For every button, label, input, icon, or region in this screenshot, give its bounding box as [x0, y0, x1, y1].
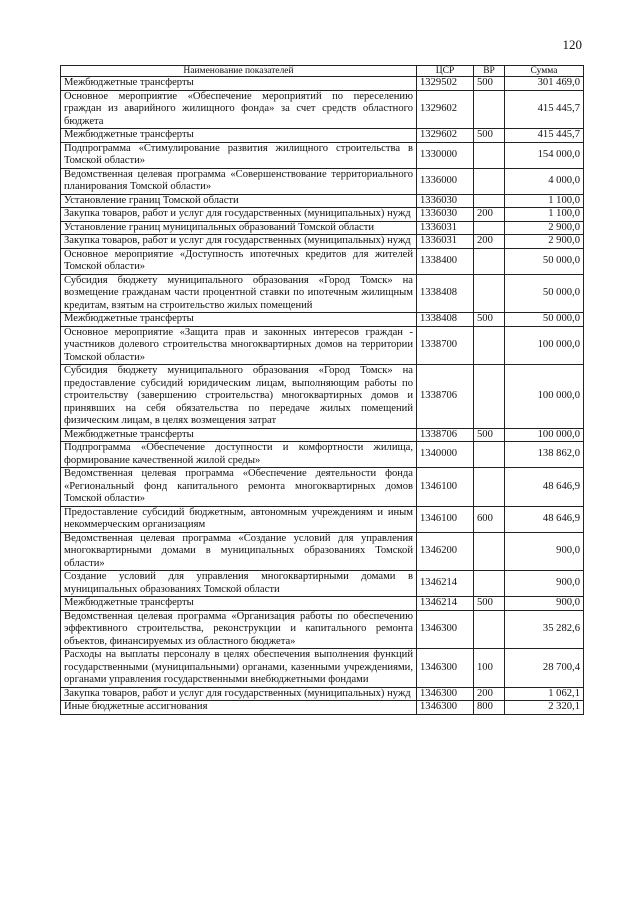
row-vr	[474, 326, 505, 365]
row-vr	[474, 468, 505, 507]
row-sum: 415 445,7	[505, 90, 584, 129]
row-name: Ведомственная целевая программа «Обеспечение деятельности фонда «Региональный фонд капитального ремонта многоквартирных домов Томской области»	[61, 468, 417, 507]
row-sum: 301 469,0	[505, 77, 584, 91]
table-row	[61, 221, 584, 235]
row-sum: 1 100,0	[505, 208, 584, 222]
row-vr	[474, 365, 505, 429]
budget-table	[60, 65, 584, 715]
page-number: 120	[562, 37, 582, 52]
row-csr: 1336030	[417, 194, 474, 208]
row-vr: 100	[474, 649, 505, 688]
row-name: Закупка товаров, работ и услуг для государственных (муниципальных) нужд	[61, 208, 417, 222]
row-csr: 1346214	[417, 597, 474, 611]
row-name: Подпрограмма «Стимулирование развития жилищного строительства в Томской области»	[61, 142, 417, 168]
table-row	[61, 274, 584, 313]
row-csr: 1336000	[417, 168, 474, 194]
header-csr: ЦСР	[417, 66, 474, 77]
row-sum: 100 000,0	[505, 428, 584, 442]
row-name: Ведомственная целевая программа «Создание условий для управления многоквартирными домами в муниципальных образованиях Томской области»	[61, 532, 417, 571]
row-name: Установление границ муниципальных образований Томской области	[61, 221, 417, 235]
row-name: Закупка товаров, работ и услуг для государственных (муниципальных) нужд	[61, 687, 417, 701]
table-row	[61, 129, 584, 143]
row-sum: 900,0	[505, 597, 584, 611]
row-sum: 35 282,6	[505, 610, 584, 649]
row-name: Межбюджетные трансферты	[61, 313, 417, 327]
header-sum: Сумма	[505, 66, 584, 77]
row-vr	[474, 571, 505, 597]
row-vr	[474, 274, 505, 313]
table-row	[61, 168, 584, 194]
row-csr: 1346300	[417, 687, 474, 701]
table-row	[61, 506, 584, 532]
row-name: Межбюджетные трансферты	[61, 428, 417, 442]
row-csr: 1340000	[417, 442, 474, 468]
table-row	[61, 248, 584, 274]
row-vr	[474, 168, 505, 194]
row-sum: 154 000,0	[505, 142, 584, 168]
row-sum: 900,0	[505, 532, 584, 571]
row-csr: 1338408	[417, 313, 474, 327]
row-vr: 200	[474, 687, 505, 701]
table-row	[61, 701, 584, 715]
row-csr: 1338706	[417, 428, 474, 442]
row-csr: 1346300	[417, 701, 474, 715]
row-vr	[474, 248, 505, 274]
row-name: Ведомственная целевая программа «Совершенствование территориального планирования Томской области»	[61, 168, 417, 194]
table-row	[61, 597, 584, 611]
row-vr: 200	[474, 208, 505, 222]
row-sum: 2 900,0	[505, 221, 584, 235]
row-csr: 1346200	[417, 532, 474, 571]
row-name: Межбюджетные трансферты	[61, 129, 417, 143]
table-row	[61, 468, 584, 507]
row-csr: 1338408	[417, 274, 474, 313]
row-sum: 415 445,7	[505, 129, 584, 143]
row-name: Предоставление субсидий бюджетным, автономным учреждениям и иным некоммерческим организациям	[61, 506, 417, 532]
row-csr: 1336031	[417, 235, 474, 249]
header-name: Наименование показателей	[61, 66, 417, 77]
table-row	[61, 90, 584, 129]
table-row	[61, 313, 584, 327]
row-vr: 500	[474, 428, 505, 442]
row-sum: 2 900,0	[505, 235, 584, 249]
row-sum: 1 100,0	[505, 194, 584, 208]
row-csr: 1329602	[417, 90, 474, 129]
header-row	[61, 66, 584, 77]
row-name: Ведомственная целевая программа «Организация работы по обеспечению эффективного строительства, реконструкции и капитального ремонта объектов, финансируемых из областного бюджета»	[61, 610, 417, 649]
row-name: Создание условий для управления многоквартирными домами в муниципальных образованиях Томской области	[61, 571, 417, 597]
table-row	[61, 142, 584, 168]
row-csr: 1338706	[417, 365, 474, 429]
table-row	[61, 208, 584, 222]
row-name: Основное мероприятие «Защита прав и законных интересов граждан - участников долевого строительства многоквартирных домов на территории Томской области»	[61, 326, 417, 365]
row-sum: 50 000,0	[505, 313, 584, 327]
row-csr: 1346100	[417, 506, 474, 532]
table-row	[61, 365, 584, 429]
table-row	[61, 610, 584, 649]
row-csr: 1346300	[417, 610, 474, 649]
header-vr: ВР	[474, 66, 505, 77]
row-name: Подпрограмма «Обеспечение доступности и комфортности жилища, формирование качественной жилой среды»	[61, 442, 417, 468]
table-row	[61, 687, 584, 701]
row-name: Межбюджетные трансферты	[61, 597, 417, 611]
row-name: Расходы на выплаты персоналу в целях обеспечения выполнения функций государственными (муниципальными) органами, казенными учреждениями, органами управления государственными внебюджетными фондами	[61, 649, 417, 688]
row-csr: 1330000	[417, 142, 474, 168]
row-vr	[474, 142, 505, 168]
row-sum: 48 646,9	[505, 468, 584, 507]
table-row	[61, 235, 584, 249]
row-vr: 500	[474, 313, 505, 327]
table-row	[61, 326, 584, 365]
row-vr: 500	[474, 77, 505, 91]
table-body	[61, 77, 584, 715]
row-csr: 1338700	[417, 326, 474, 365]
row-vr	[474, 221, 505, 235]
row-csr: 1346214	[417, 571, 474, 597]
row-vr	[474, 610, 505, 649]
row-sum: 2 320,1	[505, 701, 584, 715]
table-row	[61, 194, 584, 208]
row-vr: 600	[474, 506, 505, 532]
row-sum: 50 000,0	[505, 274, 584, 313]
row-vr	[474, 442, 505, 468]
row-vr: 500	[474, 597, 505, 611]
row-vr	[474, 90, 505, 129]
table-row	[61, 571, 584, 597]
row-vr	[474, 532, 505, 571]
row-sum: 900,0	[505, 571, 584, 597]
row-sum: 28 700,4	[505, 649, 584, 688]
row-name: Основное мероприятие «Обеспечение мероприятий по переселению граждан из аварийного жилищного фонда» за счет средств областного бюджета	[61, 90, 417, 129]
row-csr: 1336030	[417, 208, 474, 222]
row-csr: 1346300	[417, 649, 474, 688]
row-vr: 800	[474, 701, 505, 715]
row-sum: 100 000,0	[505, 326, 584, 365]
row-name: Основное мероприятие «Доступность ипотечных кредитов для жителей Томской области»	[61, 248, 417, 274]
row-name: Установление границ Томской области	[61, 194, 417, 208]
row-name: Субсидия бюджету муниципального образования «Город Томск» на возмещение гражданам части процентной ставки по ипотечным жилищным кредитам, взятым на строительство жилых помещений	[61, 274, 417, 313]
row-sum: 4 000,0	[505, 168, 584, 194]
row-sum: 48 646,9	[505, 506, 584, 532]
table-row	[61, 77, 584, 91]
row-name: Закупка товаров, работ и услуг для государственных (муниципальных) нужд	[61, 235, 417, 249]
row-csr: 1346100	[417, 468, 474, 507]
row-name: Межбюджетные трансферты	[61, 77, 417, 91]
row-name: Иные бюджетные ассигнования	[61, 701, 417, 715]
row-name: Субсидия бюджету муниципального образования «Город Томск» на предоставление субсидий юридическим лицам, выполняющим работы по строительству (завершению строительства) многоквартирных домов и принявших на себя обязательства по передаче жилых помещений физическим лицам, в целях возмещения затрат	[61, 365, 417, 429]
table-row	[61, 532, 584, 571]
row-csr: 1329502	[417, 77, 474, 91]
table-row	[61, 442, 584, 468]
row-vr: 200	[474, 235, 505, 249]
row-csr: 1338400	[417, 248, 474, 274]
table-row	[61, 428, 584, 442]
row-sum: 100 000,0	[505, 365, 584, 429]
table-header	[61, 66, 584, 77]
row-sum: 1 062,1	[505, 687, 584, 701]
row-vr: 500	[474, 129, 505, 143]
row-csr: 1329602	[417, 129, 474, 143]
row-csr: 1336031	[417, 221, 474, 235]
row-sum: 138 862,0	[505, 442, 584, 468]
row-sum: 50 000,0	[505, 248, 584, 274]
table-row	[61, 649, 584, 688]
row-vr	[474, 194, 505, 208]
